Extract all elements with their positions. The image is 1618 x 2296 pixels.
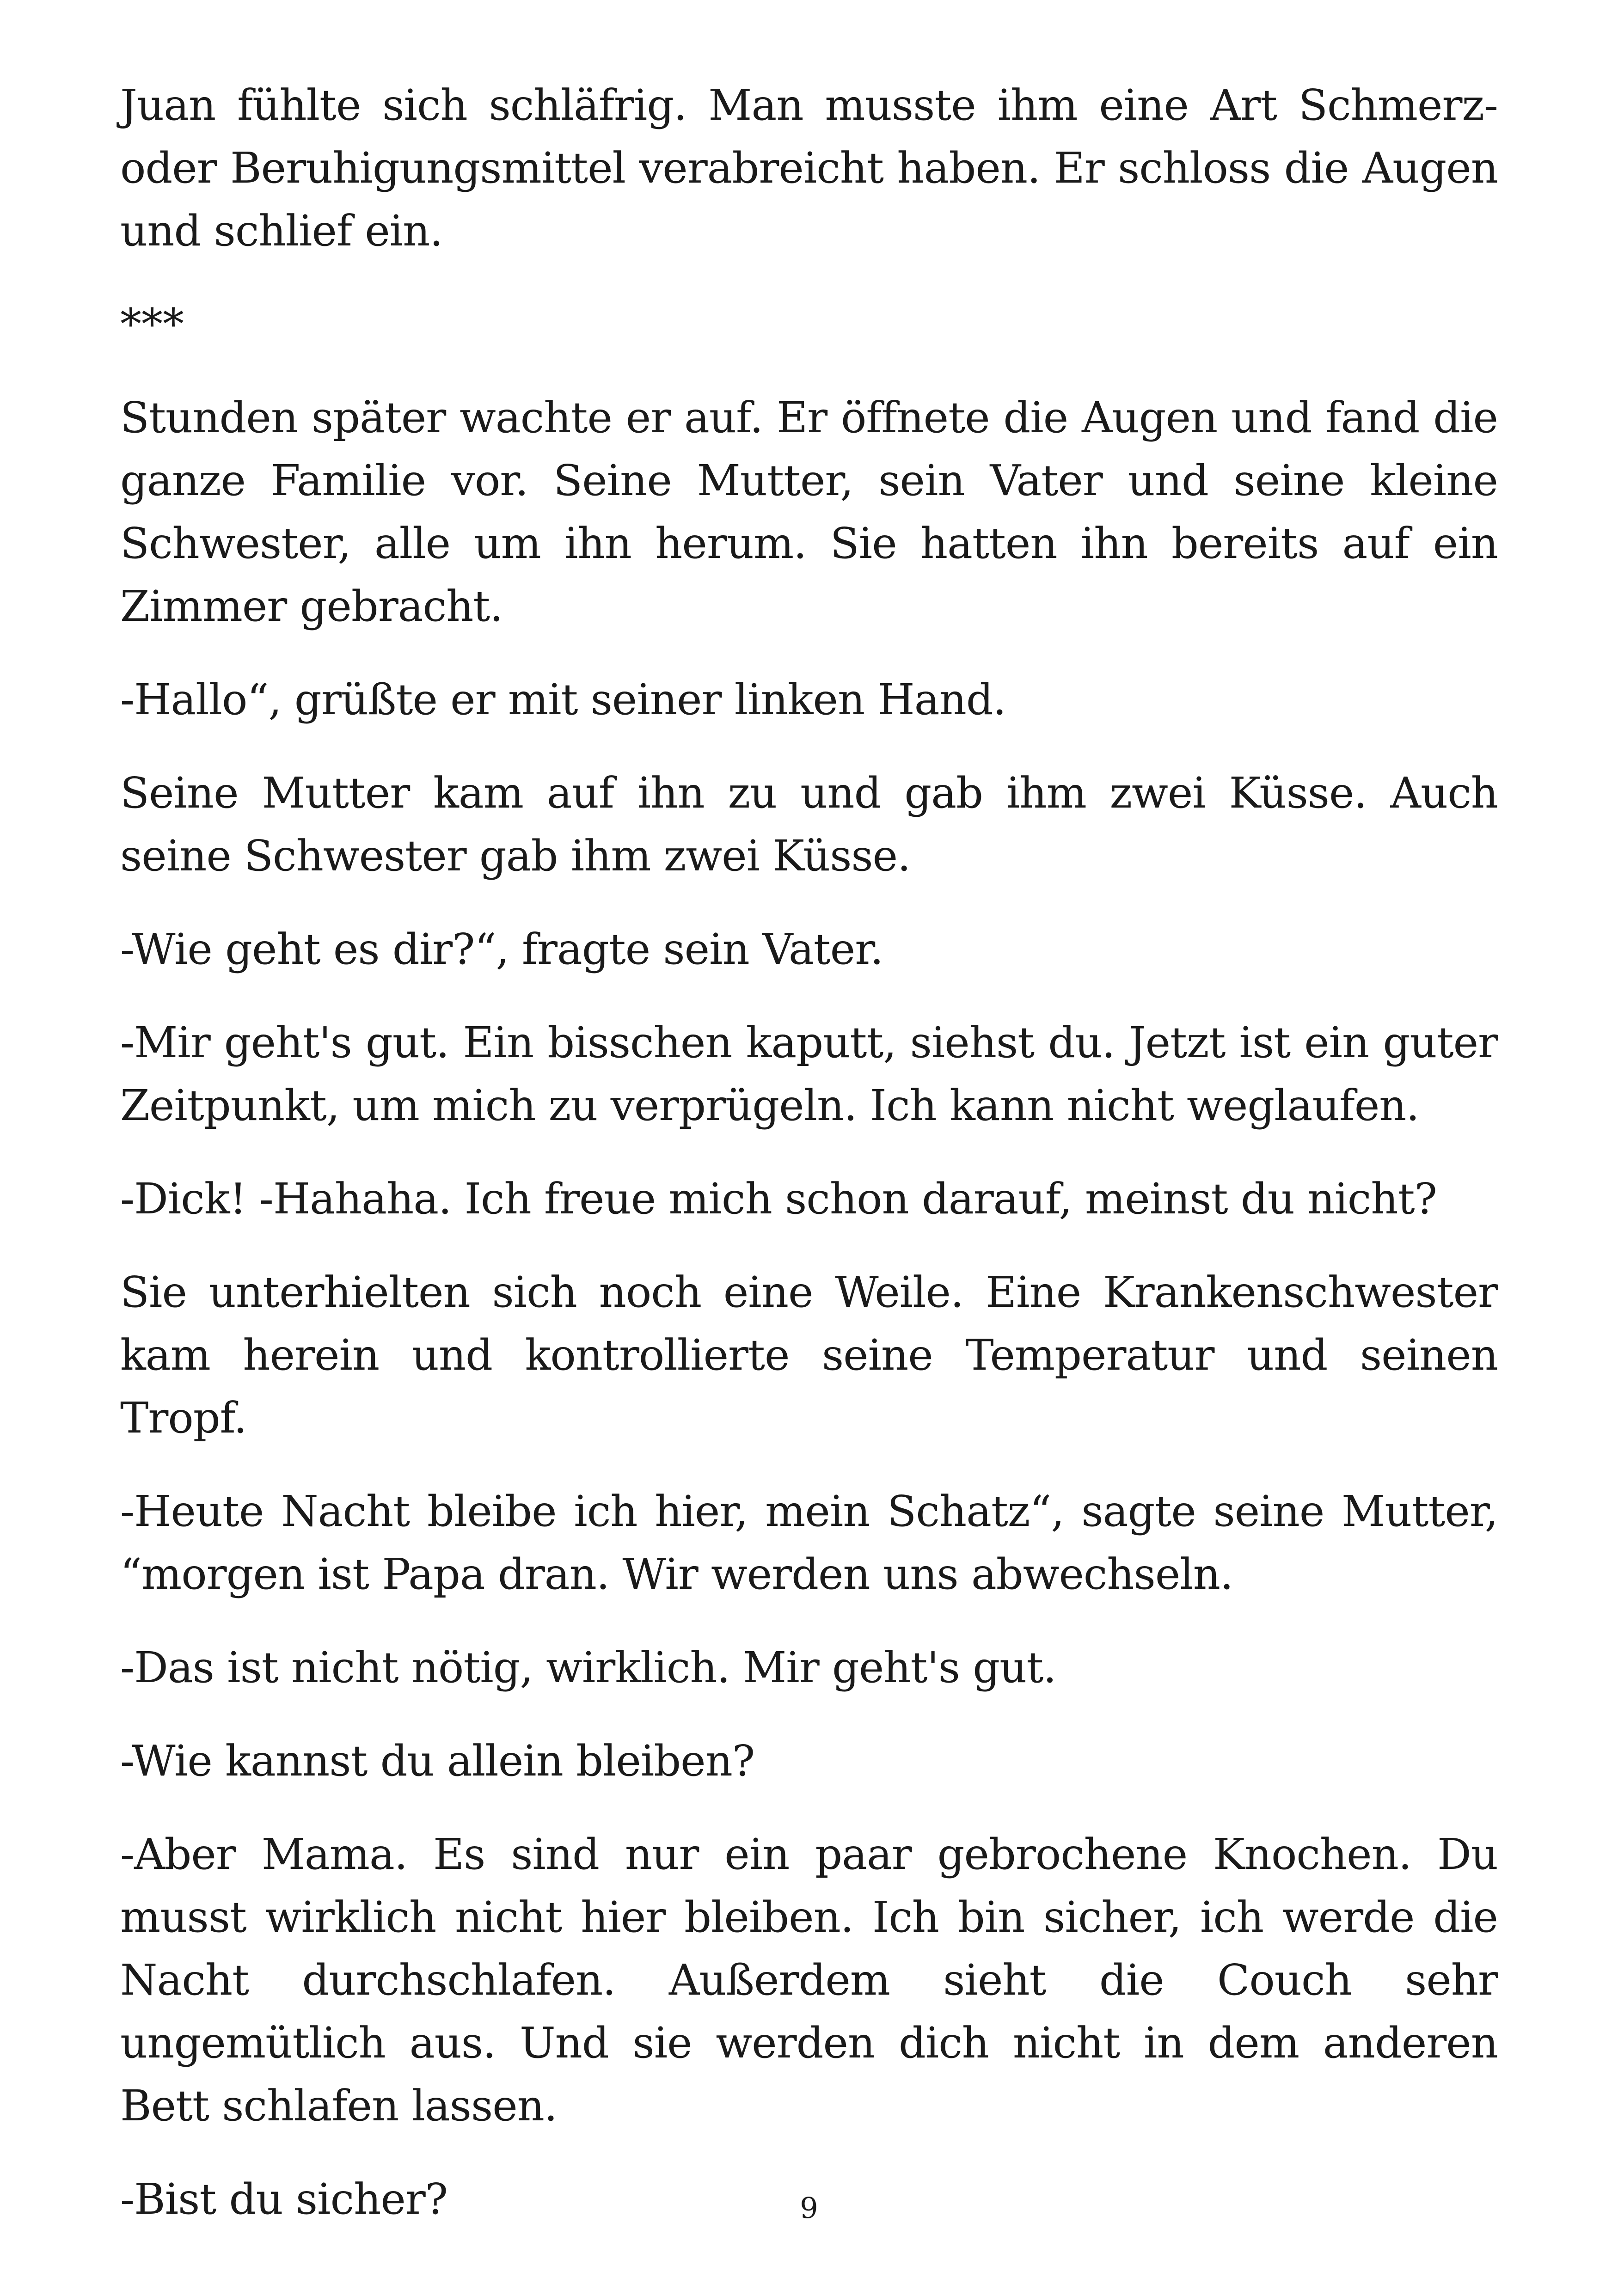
document-page — [120, 74, 1498, 2261]
paragraph-11: -Wie kannst du allein bleiben? — [120, 1736, 755, 1786]
paragraph-7: -Dick! -Hahaha. Ich freue mich schon darauf, meinst du nicht? — [120, 1174, 1437, 1224]
section-separator: *** — [120, 300, 184, 349]
paragraph-13: -Bist du sicher? — [120, 2174, 448, 2224]
paragraph-4: Seine Mutter kam auf ihn zu und gab ihm zwei Küsse. Auch seine Schwester gab ihm zwei Küsse. — [120, 768, 1498, 881]
page-number: 9 — [800, 2191, 818, 2225]
paragraph-1: Juan fühlte sich schläfrig. Man musste ihm eine Art Schmerz- oder Beruhigungsmittel verabreicht haben. Er schloss die Augen und schlief ein. — [120, 80, 1498, 256]
paragraph-6: -Mir geht's gut. Ein bisschen kaputt, siehst du. Jetzt ist ein guter Zeitpunkt, um mich zu verprügeln. Ich kann nicht weglaufen. — [120, 1018, 1498, 1130]
paragraph-9: -Heute Nacht bleibe ich hier, mein Schatz“, sagte seine Mutter, “morgen ist Papa dran. Wir werden uns abwechseln. — [120, 1487, 1498, 1599]
paragraph-12: -Aber Mama. Es sind nur ein paar gebrochene Knochen. Du musst wirklich nicht hier bleiben. Ich bin sicher, ich werde die Nacht durchschlafen. Außerdem sieht die Couch sehr ungemütlich aus. Und sie werden dich nicht in dem anderen Bett schlafen lassen. — [120, 1830, 1498, 2131]
paragraph-5: -Wie geht es dir?“, fragte sein Vater. — [120, 925, 883, 974]
paragraph-10: -Das ist nicht nötig, wirklich. Mir geht's gut. — [120, 1643, 1056, 1692]
paragraph-2: Stunden später wachte er auf. Er öffnete die Augen und fand die ganze Familie vor. Seine Mutter, sein Vater und seine kleine Schwester, alle um ihn herum. Sie hatten ihn bereits auf ein Zimmer gebracht. — [120, 393, 1498, 631]
paragraph-3: -Hallo“, grüßte er mit seiner linken Hand. — [120, 675, 1006, 724]
paragraph-8: Sie unterhielten sich noch eine Weile. Eine Krankenschwester kam herein und kontrollierte seine Temperatur und seinen Tropf. — [120, 1267, 1498, 1443]
